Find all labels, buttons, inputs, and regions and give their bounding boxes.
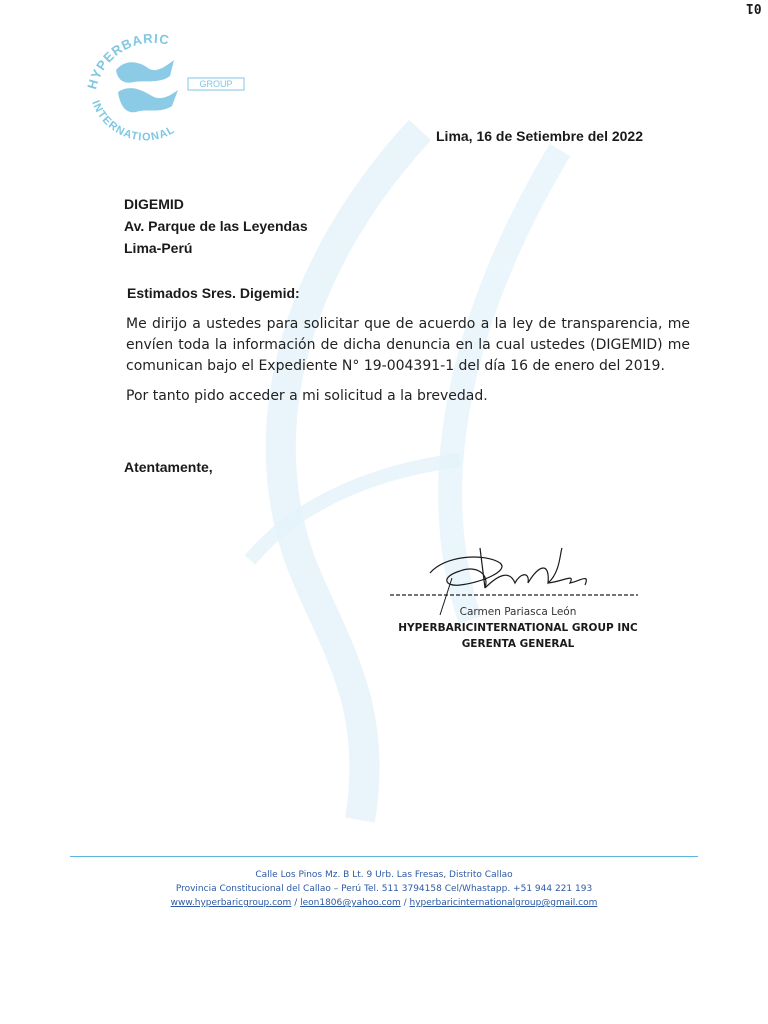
footer-separator: / bbox=[291, 898, 301, 908]
footer-links bbox=[70, 896, 698, 910]
footer-address: Calle Los Pinos Mz. B Lt. 9 Urb. Las Fresas, Distrito Callao bbox=[255, 870, 513, 880]
letter-body bbox=[126, 314, 690, 416]
logo-badge: GROUP bbox=[199, 79, 233, 89]
signer-role: GERENTA GENERAL bbox=[461, 638, 575, 650]
body-paragraph-1: Me dirijo a ustedes para solicitar que de acuerdo a la ley de transparencia, me envíen toda la información de dicha denuncia en la cual ustedes (DIGEMID) me comunican bajo el Expediente N° 19-004391-1 del día 16 de enero del 2019. bbox=[126, 316, 690, 374]
footer bbox=[70, 868, 698, 910]
company-logo bbox=[78, 20, 253, 150]
recipient-block bbox=[124, 193, 308, 259]
recipient-address: Av. Parque de las Leyendas bbox=[124, 218, 308, 234]
logo-word-top: HYPERBARIC bbox=[84, 30, 172, 91]
signer-name: Carmen Pariasca León bbox=[459, 606, 577, 618]
closing: Atentamente, bbox=[124, 459, 213, 475]
body-paragraph-2: Por tanto pido acceder a mi solicitud a la brevedad. bbox=[126, 388, 488, 404]
signer-block bbox=[398, 604, 638, 652]
recipient-city: Lima-Perú bbox=[124, 240, 193, 256]
signer-company: HYPERBARICINTERNATIONAL GROUP INC bbox=[398, 622, 638, 634]
page-number: 01 bbox=[746, 0, 762, 15]
footer-link-website[interactable]: www.hyperbaricgroup.com bbox=[170, 898, 292, 908]
footer-separator: / bbox=[400, 898, 410, 908]
greeting: Estimados Sres. Digemid: bbox=[127, 285, 300, 301]
footer-divider bbox=[70, 856, 698, 857]
footer-link-gmail[interactable]: hyperbaricinternationalgroup@gmail.com bbox=[409, 898, 598, 908]
date-line: Lima, 16 de Setiembre del 2022 bbox=[436, 128, 643, 144]
recipient-name: DIGEMID bbox=[124, 196, 184, 212]
footer-contact: Provincia Constitucional del Callao – Perú Tel. 511 3794158 Cel/Whastapp. +51 944 221 193 bbox=[175, 884, 593, 894]
footer-link-yahoo[interactable]: leon1806@yahoo.com bbox=[300, 898, 401, 908]
logo-word-bottom: INTERNATIONAL bbox=[89, 98, 178, 144]
